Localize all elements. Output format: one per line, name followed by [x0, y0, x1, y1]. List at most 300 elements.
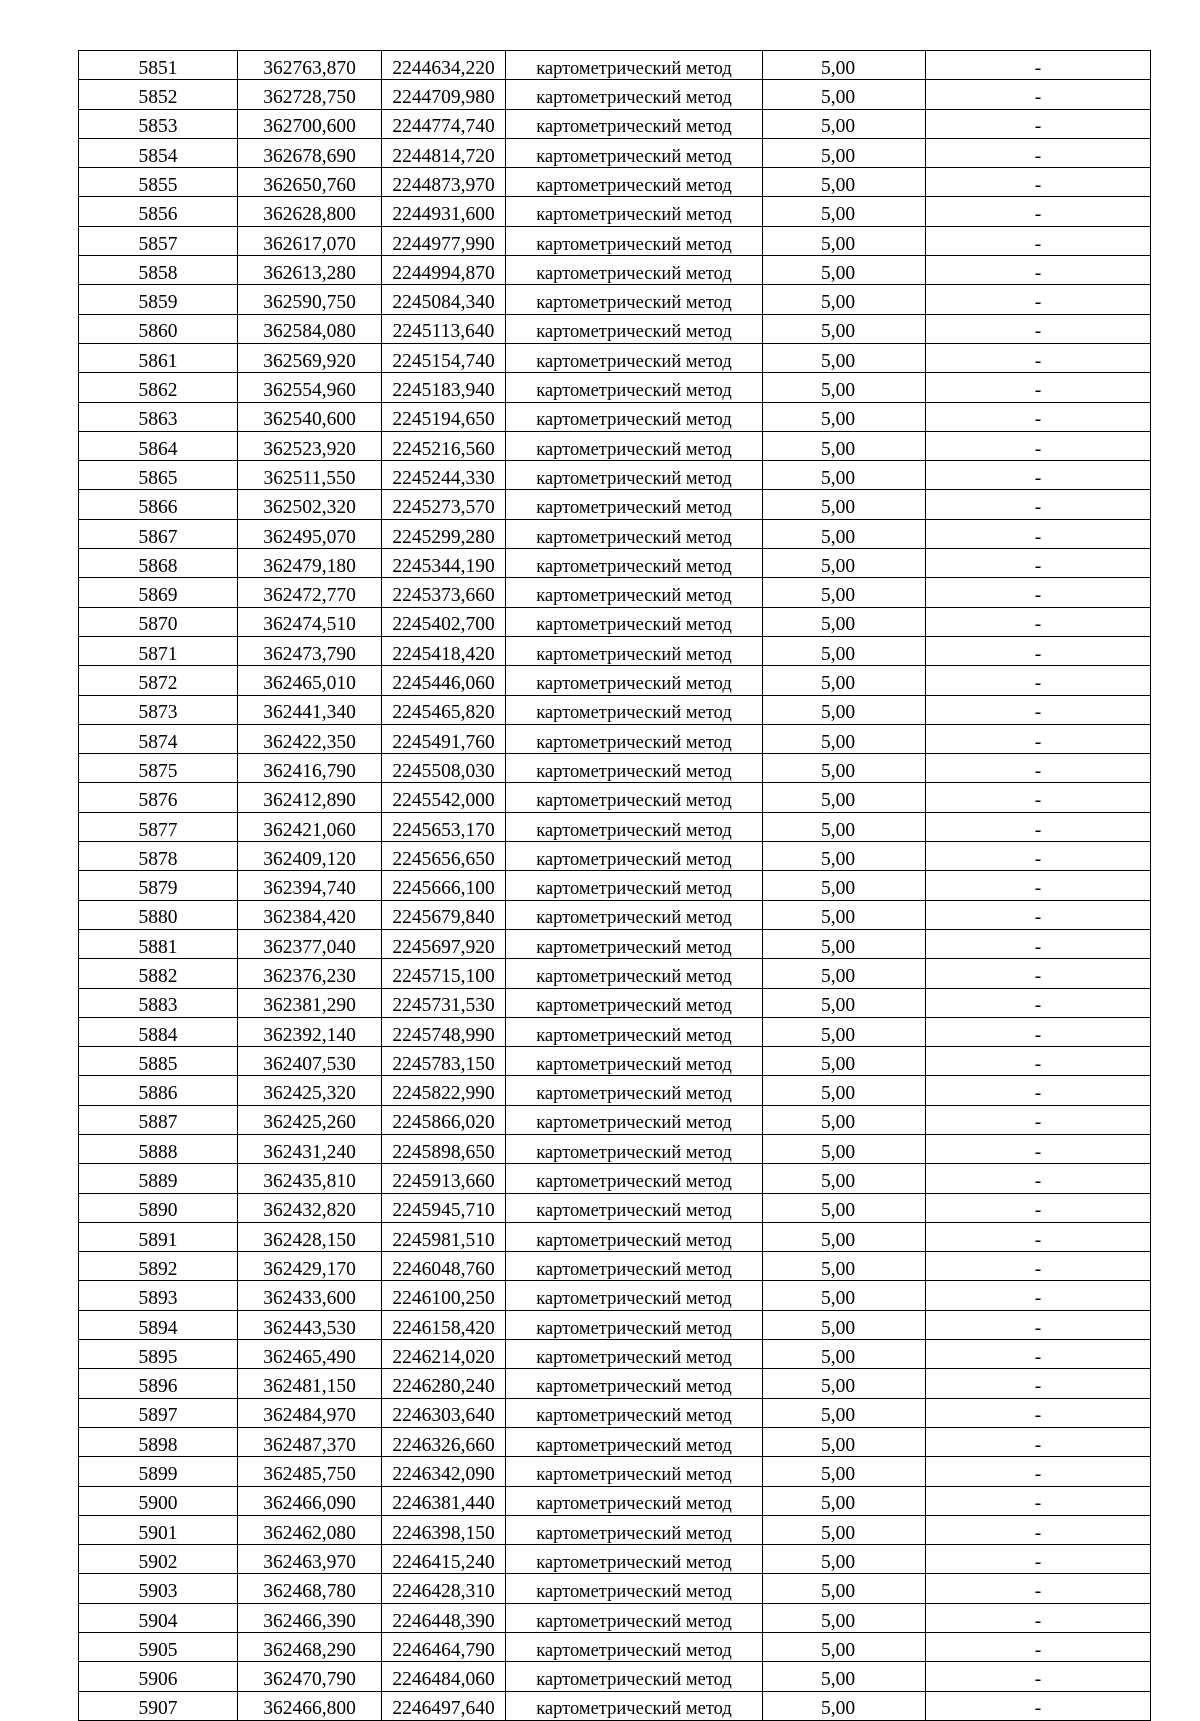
y-coordinate-cell: 2245446,060	[382, 666, 506, 695]
table-row	[79, 197, 1151, 226]
method-cell: картометрический метод	[506, 285, 763, 314]
table-row	[79, 1164, 1151, 1193]
description-cell: -	[926, 138, 1151, 167]
table-row	[79, 900, 1151, 929]
y-coordinate-cell: 2244873,970	[382, 168, 506, 197]
table-row	[79, 1193, 1151, 1222]
accuracy-cell: 5,00	[763, 226, 926, 255]
description-cell: -	[926, 695, 1151, 724]
method-cell: картометрический метод	[506, 519, 763, 548]
method-cell: картометрический метод	[506, 1076, 763, 1105]
point-number-cell: 5906	[79, 1662, 238, 1691]
point-number-cell: 5899	[79, 1457, 238, 1486]
description-cell: -	[926, 1427, 1151, 1456]
point-number-cell: 5889	[79, 1164, 238, 1193]
table-row	[79, 724, 1151, 753]
table-row	[79, 1574, 1151, 1603]
x-coordinate-cell: 362429,170	[238, 1252, 382, 1281]
method-cell: картометрический метод	[506, 1310, 763, 1339]
point-number-cell: 5888	[79, 1134, 238, 1163]
x-coordinate-cell: 362425,260	[238, 1105, 382, 1134]
point-number-cell: 5851	[79, 51, 238, 80]
x-coordinate-cell: 362728,750	[238, 80, 382, 109]
point-number-cell: 5875	[79, 754, 238, 783]
x-coordinate-cell: 362462,080	[238, 1515, 382, 1544]
method-cell: картометрический метод	[506, 871, 763, 900]
point-number-cell: 5903	[79, 1574, 238, 1603]
method-cell: картометрический метод	[506, 461, 763, 490]
method-cell: картометрический метод	[506, 373, 763, 402]
coordinates-table	[78, 50, 1151, 1721]
point-number-cell: 5863	[79, 402, 238, 431]
method-cell: картометрический метод	[506, 1281, 763, 1310]
method-cell: картометрический метод	[506, 314, 763, 343]
description-cell: -	[926, 1633, 1151, 1662]
y-coordinate-cell: 2245783,150	[382, 1047, 506, 1076]
y-coordinate-cell: 2244774,740	[382, 109, 506, 138]
table-row	[79, 373, 1151, 402]
accuracy-cell: 5,00	[763, 461, 926, 490]
y-coordinate-cell: 2246326,660	[382, 1427, 506, 1456]
point-number-cell: 5900	[79, 1486, 238, 1515]
method-cell: картометрический метод	[506, 695, 763, 724]
table-row	[79, 1222, 1151, 1251]
point-number-cell: 5881	[79, 929, 238, 958]
description-cell: -	[926, 1047, 1151, 1076]
accuracy-cell: 5,00	[763, 1222, 926, 1251]
table-row	[79, 138, 1151, 167]
description-cell: -	[926, 666, 1151, 695]
y-coordinate-cell: 2246497,640	[382, 1691, 506, 1720]
table-row	[79, 783, 1151, 812]
y-coordinate-cell: 2246280,240	[382, 1369, 506, 1398]
y-coordinate-cell: 2244977,990	[382, 226, 506, 255]
x-coordinate-cell: 362381,290	[238, 988, 382, 1017]
point-number-cell: 5886	[79, 1076, 238, 1105]
y-coordinate-cell: 2245299,280	[382, 519, 506, 548]
y-coordinate-cell: 2246048,760	[382, 1252, 506, 1281]
method-cell: картометрический метод	[506, 988, 763, 1017]
method-cell: картометрический метод	[506, 1427, 763, 1456]
x-coordinate-cell: 362484,970	[238, 1398, 382, 1427]
y-coordinate-cell: 2245344,190	[382, 549, 506, 578]
method-cell: картометрический метод	[506, 1193, 763, 1222]
x-coordinate-cell: 362384,420	[238, 900, 382, 929]
description-cell: -	[926, 51, 1151, 80]
table-row	[79, 1545, 1151, 1574]
x-coordinate-cell: 362422,350	[238, 724, 382, 753]
point-number-cell: 5905	[79, 1633, 238, 1662]
table-row	[79, 578, 1151, 607]
table-row	[79, 1281, 1151, 1310]
x-coordinate-cell: 362613,280	[238, 256, 382, 285]
y-coordinate-cell: 2245898,650	[382, 1134, 506, 1163]
y-coordinate-cell: 2245508,030	[382, 754, 506, 783]
method-cell: картометрический метод	[506, 666, 763, 695]
point-number-cell: 5895	[79, 1340, 238, 1369]
description-cell: -	[926, 1222, 1151, 1251]
y-coordinate-cell: 2245666,100	[382, 871, 506, 900]
point-number-cell: 5869	[79, 578, 238, 607]
method-cell: картометрический метод	[506, 1603, 763, 1632]
x-coordinate-cell: 362554,960	[238, 373, 382, 402]
description-cell: -	[926, 1281, 1151, 1310]
x-coordinate-cell: 362468,290	[238, 1633, 382, 1662]
accuracy-cell: 5,00	[763, 1662, 926, 1691]
method-cell: картометрический метод	[506, 1134, 763, 1163]
accuracy-cell: 5,00	[763, 842, 926, 871]
y-coordinate-cell: 2245113,640	[382, 314, 506, 343]
description-cell: -	[926, 402, 1151, 431]
accuracy-cell: 5,00	[763, 900, 926, 929]
description-cell: -	[926, 754, 1151, 783]
x-coordinate-cell: 362700,600	[238, 109, 382, 138]
method-cell: картометрический метод	[506, 343, 763, 372]
x-coordinate-cell: 362569,920	[238, 343, 382, 372]
method-cell: картометрический метод	[506, 754, 763, 783]
accuracy-cell: 5,00	[763, 1076, 926, 1105]
accuracy-cell: 5,00	[763, 871, 926, 900]
x-coordinate-cell: 362392,140	[238, 1017, 382, 1046]
description-cell: -	[926, 373, 1151, 402]
table-row	[79, 1603, 1151, 1632]
description-cell: -	[926, 929, 1151, 958]
table-row	[79, 226, 1151, 255]
accuracy-cell: 5,00	[763, 754, 926, 783]
description-cell: -	[926, 109, 1151, 138]
table-row	[79, 1134, 1151, 1163]
y-coordinate-cell: 2244709,980	[382, 80, 506, 109]
table-row	[79, 1662, 1151, 1691]
table-row	[79, 1486, 1151, 1515]
point-number-cell: 5901	[79, 1515, 238, 1544]
method-cell: картометрический метод	[506, 1486, 763, 1515]
description-cell: -	[926, 1603, 1151, 1632]
description-cell: -	[926, 636, 1151, 665]
description-cell: -	[926, 812, 1151, 841]
description-cell: -	[926, 1486, 1151, 1515]
point-number-cell: 5866	[79, 490, 238, 519]
table-row	[79, 285, 1151, 314]
y-coordinate-cell: 2244931,600	[382, 197, 506, 226]
x-coordinate-cell: 362495,070	[238, 519, 382, 548]
point-number-cell: 5882	[79, 959, 238, 988]
x-coordinate-cell: 362470,790	[238, 1662, 382, 1691]
x-coordinate-cell: 362425,320	[238, 1076, 382, 1105]
table-row	[79, 51, 1151, 80]
x-coordinate-cell: 362650,760	[238, 168, 382, 197]
x-coordinate-cell: 362407,530	[238, 1047, 382, 1076]
x-coordinate-cell: 362523,920	[238, 431, 382, 460]
accuracy-cell: 5,00	[763, 1193, 926, 1222]
y-coordinate-cell: 2245653,170	[382, 812, 506, 841]
method-cell: картометрический метод	[506, 1398, 763, 1427]
method-cell: картометрический метод	[506, 1369, 763, 1398]
method-cell: картометрический метод	[506, 431, 763, 460]
table-row	[79, 1369, 1151, 1398]
method-cell: картометрический метод	[506, 1222, 763, 1251]
method-cell: картометрический метод	[506, 636, 763, 665]
method-cell: картометрический метод	[506, 1252, 763, 1281]
table-row	[79, 1017, 1151, 1046]
point-number-cell: 5867	[79, 519, 238, 548]
method-cell: картометрический метод	[506, 1340, 763, 1369]
table-row	[79, 695, 1151, 724]
y-coordinate-cell: 2245656,650	[382, 842, 506, 871]
description-cell: -	[926, 285, 1151, 314]
table-row	[79, 1457, 1151, 1486]
description-cell: -	[926, 1193, 1151, 1222]
x-coordinate-cell: 362394,740	[238, 871, 382, 900]
table-row	[79, 988, 1151, 1017]
accuracy-cell: 5,00	[763, 1603, 926, 1632]
description-cell: -	[926, 1340, 1151, 1369]
accuracy-cell: 5,00	[763, 1017, 926, 1046]
point-number-cell: 5891	[79, 1222, 238, 1251]
point-number-cell: 5896	[79, 1369, 238, 1398]
y-coordinate-cell: 2245697,920	[382, 929, 506, 958]
description-cell: -	[926, 314, 1151, 343]
description-cell: -	[926, 607, 1151, 636]
y-coordinate-cell: 2244814,720	[382, 138, 506, 167]
method-cell: картометрический метод	[506, 1017, 763, 1046]
method-cell: картометрический метод	[506, 138, 763, 167]
x-coordinate-cell: 362432,820	[238, 1193, 382, 1222]
description-cell: -	[926, 226, 1151, 255]
y-coordinate-cell: 2246158,420	[382, 1310, 506, 1339]
method-cell: картометрический метод	[506, 109, 763, 138]
x-coordinate-cell: 362590,750	[238, 285, 382, 314]
y-coordinate-cell: 2246303,640	[382, 1398, 506, 1427]
x-coordinate-cell: 362479,180	[238, 549, 382, 578]
description-cell: -	[926, 1134, 1151, 1163]
point-number-cell: 5907	[79, 1691, 238, 1720]
point-number-cell: 5877	[79, 812, 238, 841]
method-cell: картометрический метод	[506, 51, 763, 80]
table-row	[79, 607, 1151, 636]
x-coordinate-cell: 362433,600	[238, 1281, 382, 1310]
x-coordinate-cell: 362466,800	[238, 1691, 382, 1720]
accuracy-cell: 5,00	[763, 1105, 926, 1134]
method-cell: картометрический метод	[506, 1047, 763, 1076]
method-cell: картометрический метод	[506, 1633, 763, 1662]
x-coordinate-cell: 362409,120	[238, 842, 382, 871]
accuracy-cell: 5,00	[763, 607, 926, 636]
y-coordinate-cell: 2245183,940	[382, 373, 506, 402]
x-coordinate-cell: 362443,530	[238, 1310, 382, 1339]
point-number-cell: 5859	[79, 285, 238, 314]
accuracy-cell: 5,00	[763, 373, 926, 402]
description-cell: -	[926, 900, 1151, 929]
description-cell: -	[926, 1017, 1151, 1046]
table-row	[79, 519, 1151, 548]
method-cell: картометрический метод	[506, 256, 763, 285]
y-coordinate-cell: 2245273,570	[382, 490, 506, 519]
point-number-cell: 5854	[79, 138, 238, 167]
accuracy-cell: 5,00	[763, 1633, 926, 1662]
method-cell: картометрический метод	[506, 226, 763, 255]
point-number-cell: 5898	[79, 1427, 238, 1456]
y-coordinate-cell: 2246381,440	[382, 1486, 506, 1515]
table-row	[79, 1076, 1151, 1105]
accuracy-cell: 5,00	[763, 285, 926, 314]
y-coordinate-cell: 2246342,090	[382, 1457, 506, 1486]
method-cell: картометрический метод	[506, 959, 763, 988]
point-number-cell: 5885	[79, 1047, 238, 1076]
accuracy-cell: 5,00	[763, 51, 926, 80]
table-row	[79, 1515, 1151, 1544]
accuracy-cell: 5,00	[763, 1691, 926, 1720]
accuracy-cell: 5,00	[763, 929, 926, 958]
y-coordinate-cell: 2246428,310	[382, 1574, 506, 1603]
y-coordinate-cell: 2245491,760	[382, 724, 506, 753]
x-coordinate-cell: 362481,150	[238, 1369, 382, 1398]
table-row	[79, 402, 1151, 431]
point-number-cell: 5862	[79, 373, 238, 402]
accuracy-cell: 5,00	[763, 1427, 926, 1456]
table-row	[79, 549, 1151, 578]
method-cell: картометрический метод	[506, 490, 763, 519]
y-coordinate-cell: 2245216,560	[382, 431, 506, 460]
description-cell: -	[926, 1369, 1151, 1398]
accuracy-cell: 5,00	[763, 988, 926, 1017]
table-row	[79, 929, 1151, 958]
table-row	[79, 431, 1151, 460]
y-coordinate-cell: 2245244,330	[382, 461, 506, 490]
accuracy-cell: 5,00	[763, 402, 926, 431]
point-number-cell: 5892	[79, 1252, 238, 1281]
accuracy-cell: 5,00	[763, 812, 926, 841]
description-cell: -	[926, 1164, 1151, 1193]
x-coordinate-cell: 362474,510	[238, 607, 382, 636]
x-coordinate-cell: 362377,040	[238, 929, 382, 958]
table-row	[79, 754, 1151, 783]
table-row	[79, 1310, 1151, 1339]
table-row	[79, 1398, 1151, 1427]
description-cell: -	[926, 1691, 1151, 1720]
table-row	[79, 256, 1151, 285]
table-row	[79, 314, 1151, 343]
x-coordinate-cell: 362421,060	[238, 812, 382, 841]
x-coordinate-cell: 362584,080	[238, 314, 382, 343]
method-cell: картометрический метод	[506, 402, 763, 431]
x-coordinate-cell: 362485,750	[238, 1457, 382, 1486]
description-cell: -	[926, 1398, 1151, 1427]
x-coordinate-cell: 362472,770	[238, 578, 382, 607]
table-row	[79, 1340, 1151, 1369]
accuracy-cell: 5,00	[763, 256, 926, 285]
point-number-cell: 5871	[79, 636, 238, 665]
y-coordinate-cell: 2246415,240	[382, 1545, 506, 1574]
description-cell: -	[926, 871, 1151, 900]
y-coordinate-cell: 2245465,820	[382, 695, 506, 724]
x-coordinate-cell: 362502,320	[238, 490, 382, 519]
accuracy-cell: 5,00	[763, 1398, 926, 1427]
table-row	[79, 1427, 1151, 1456]
x-coordinate-cell: 362763,870	[238, 51, 382, 80]
accuracy-cell: 5,00	[763, 666, 926, 695]
point-number-cell: 5870	[79, 607, 238, 636]
accuracy-cell: 5,00	[763, 138, 926, 167]
accuracy-cell: 5,00	[763, 1310, 926, 1339]
y-coordinate-cell: 2246464,790	[382, 1633, 506, 1662]
y-coordinate-cell: 2244994,870	[382, 256, 506, 285]
accuracy-cell: 5,00	[763, 1281, 926, 1310]
description-cell: -	[926, 988, 1151, 1017]
accuracy-cell: 5,00	[763, 1457, 926, 1486]
point-number-cell: 5855	[79, 168, 238, 197]
method-cell: картометрический метод	[506, 1691, 763, 1720]
point-number-cell: 5893	[79, 1281, 238, 1310]
table-row	[79, 168, 1151, 197]
table-row	[79, 1252, 1151, 1281]
point-number-cell: 5872	[79, 666, 238, 695]
accuracy-cell: 5,00	[763, 1545, 926, 1574]
method-cell: картометрический метод	[506, 724, 763, 753]
y-coordinate-cell: 2245748,990	[382, 1017, 506, 1046]
method-cell: картометрический метод	[506, 929, 763, 958]
description-cell: -	[926, 1662, 1151, 1691]
method-cell: картометрический метод	[506, 1662, 763, 1691]
table-row	[79, 1633, 1151, 1662]
y-coordinate-cell: 2245373,660	[382, 578, 506, 607]
y-coordinate-cell: 2245418,420	[382, 636, 506, 665]
point-number-cell: 5887	[79, 1105, 238, 1134]
y-coordinate-cell: 2245913,660	[382, 1164, 506, 1193]
description-cell: -	[926, 1574, 1151, 1603]
description-cell: -	[926, 519, 1151, 548]
description-cell: -	[926, 842, 1151, 871]
description-cell: -	[926, 461, 1151, 490]
point-number-cell: 5864	[79, 431, 238, 460]
accuracy-cell: 5,00	[763, 314, 926, 343]
point-number-cell: 5878	[79, 842, 238, 871]
accuracy-cell: 5,00	[763, 168, 926, 197]
description-cell: -	[926, 1457, 1151, 1486]
method-cell: картометрический метод	[506, 1574, 763, 1603]
accuracy-cell: 5,00	[763, 519, 926, 548]
x-coordinate-cell: 362463,970	[238, 1545, 382, 1574]
y-coordinate-cell: 2245981,510	[382, 1222, 506, 1251]
accuracy-cell: 5,00	[763, 636, 926, 665]
table-row	[79, 842, 1151, 871]
point-number-cell: 5853	[79, 109, 238, 138]
method-cell: картометрический метод	[506, 1545, 763, 1574]
point-number-cell: 5897	[79, 1398, 238, 1427]
method-cell: картометрический метод	[506, 80, 763, 109]
accuracy-cell: 5,00	[763, 1047, 926, 1076]
accuracy-cell: 5,00	[763, 578, 926, 607]
method-cell: картометрический метод	[506, 783, 763, 812]
description-cell: -	[926, 578, 1151, 607]
x-coordinate-cell: 362617,070	[238, 226, 382, 255]
x-coordinate-cell: 362473,790	[238, 636, 382, 665]
point-number-cell: 5894	[79, 1310, 238, 1339]
accuracy-cell: 5,00	[763, 724, 926, 753]
description-cell: -	[926, 1105, 1151, 1134]
description-cell: -	[926, 1076, 1151, 1105]
table-row	[79, 1047, 1151, 1076]
method-cell: картометрический метод	[506, 812, 763, 841]
y-coordinate-cell: 2246100,250	[382, 1281, 506, 1310]
y-coordinate-cell: 2246398,150	[382, 1515, 506, 1544]
description-cell: -	[926, 1515, 1151, 1544]
accuracy-cell: 5,00	[763, 109, 926, 138]
point-number-cell: 5879	[79, 871, 238, 900]
point-number-cell: 5890	[79, 1193, 238, 1222]
description-cell: -	[926, 783, 1151, 812]
x-coordinate-cell: 362435,810	[238, 1164, 382, 1193]
